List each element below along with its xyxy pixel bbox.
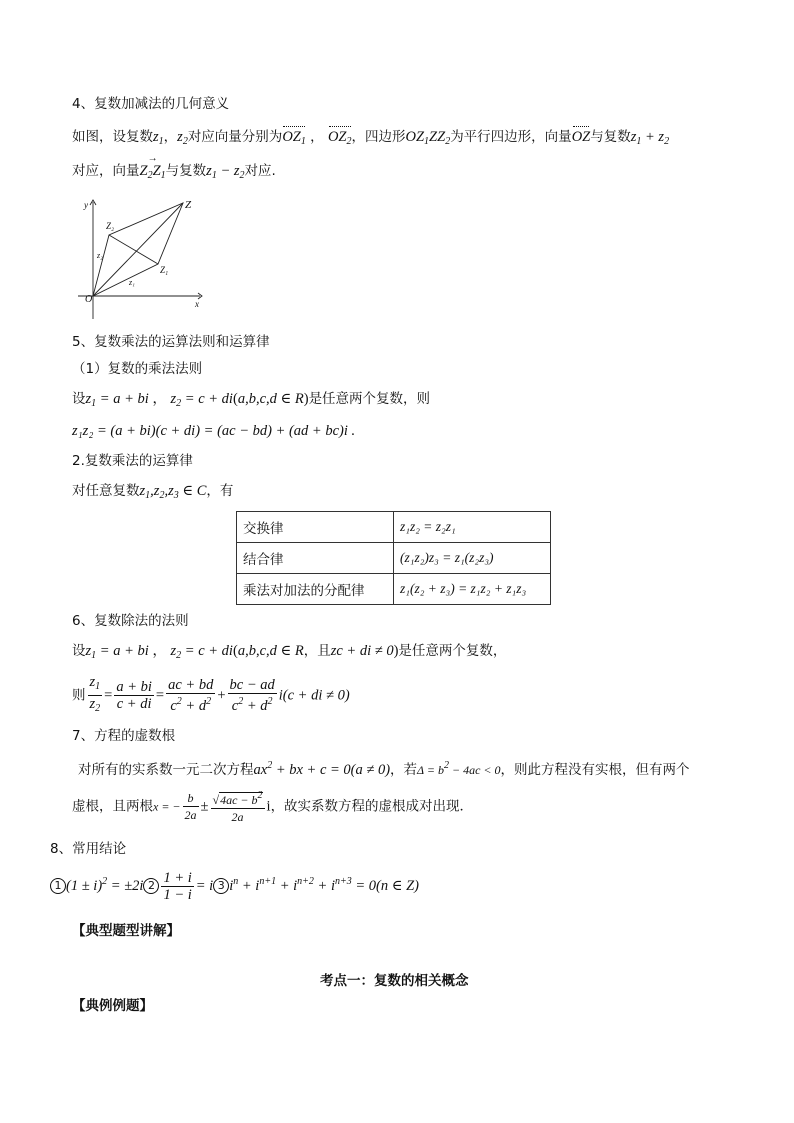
section-5-line-2 — [72, 482, 233, 505]
plus: + — [217, 687, 226, 704]
text: ，则此方程没有实根，但有两个 — [500, 762, 690, 778]
text: 与复数 — [590, 129, 631, 145]
text: 对应，向量 — [72, 163, 140, 179]
frac-1pi-1mi: $\frac{1 + i}{1 - i}$ — [163, 869, 192, 903]
math-z2-def: $z_2 = c$ + di — [170, 643, 233, 661]
text: 是任意两个复数， — [398, 643, 507, 659]
law-name: 交换律 — [237, 512, 394, 543]
math-z1-def: $z_1 = a$ + bi — [85, 391, 149, 409]
frac-root: $\frac{√4ac - b^2}{2a}$ — [212, 790, 263, 824]
section-5-sub-2: 2.复数乘法的运算律 — [72, 453, 193, 469]
section-6-title: 6、复数除法的法则 — [72, 613, 189, 629]
result-2: = i — [195, 878, 214, 894]
key-point-1-heading: 考点一：复数的相关概念 — [320, 973, 469, 989]
math-i: i — [266, 798, 271, 815]
product-formula: z₁z₂ = (a + bi)(c + di) = (ac − bd) + (ad + bc)i . — [72, 423, 356, 439]
label-y: y — [84, 200, 88, 210]
text: ， — [163, 129, 178, 145]
text: ， — [305, 129, 328, 145]
frac-imag: $\frac{bc - ad}{c^2 + d^2}$ — [229, 677, 275, 714]
section-4-line-1 — [72, 128, 669, 151]
table-row — [237, 512, 551, 543]
text: ，若 — [390, 762, 418, 778]
diagonal-oz — [93, 203, 183, 296]
division-formula — [72, 674, 350, 714]
section-7-line-1 — [78, 757, 690, 779]
vector-z2z1: → $Z_2Z_1$ — [140, 162, 166, 185]
text: 对应. — [244, 163, 276, 179]
math-set: $z_1,z_2,z_3$ ∈ C — [139, 483, 207, 501]
math-tail: i(c + di ≠ 0) — [278, 687, 350, 704]
text: ，有 — [206, 483, 234, 499]
section-8-title: 8、常用结论 — [50, 841, 127, 857]
result-1: $(1 \pm i)^2 = \pm 2i$ — [66, 876, 144, 894]
result-3: $i^n + i^{n+1} + i^{n+2} + i^{n+3} = 0(n$ ∈ Z) — [229, 876, 419, 894]
text: 则 — [72, 687, 86, 704]
section-5-sub-1: （1）复数的乘法法则 — [72, 361, 203, 377]
text: 设 — [72, 643, 86, 659]
text: 与复数 — [165, 163, 207, 179]
text: 对应向量分别为 — [187, 129, 283, 145]
math-discriminant: $\Delta = b^2 - 4ac < 0$ — [417, 760, 501, 777]
text: 如图，设复数 — [72, 129, 153, 145]
section-5-title: 5、复数乘法的运算法则和运算律 — [72, 334, 270, 350]
text: 为平行四边形，向量 — [450, 129, 572, 145]
frac-b-2a: $\frac{b}{2a}$ — [184, 791, 197, 822]
plus-minus: ± — [200, 798, 209, 815]
table-row — [237, 574, 551, 605]
math-sep: ， — [148, 391, 171, 407]
law-name: 结合律 — [237, 543, 394, 574]
math-z1-def: $z_1 = a$ + bi — [85, 643, 149, 661]
typical-problems-heading: 【典型题型讲解】 — [72, 923, 180, 939]
math-z2-def: $z_2 = c$ + di — [170, 391, 233, 409]
table-row — [237, 543, 551, 574]
circled-number: 1 — [50, 878, 66, 894]
multiplication-laws-table — [236, 511, 551, 605]
label-z2-point: Z₂ — [106, 221, 115, 231]
frac-real: $\frac{ac + bd}{c^2 + d^2}$ — [168, 677, 214, 714]
frac-ab-cd: $\frac{a + bi}{c + di}$ — [116, 679, 152, 712]
math-paren: ) — [393, 643, 399, 659]
circled-number: 3 — [213, 878, 229, 894]
vector-oz1: $OZ_1$ — [282, 128, 306, 151]
section-4-line-2 — [72, 162, 276, 185]
text: 是任意两个复数，则 — [308, 391, 431, 407]
label-x: x — [195, 299, 199, 309]
example-heading: 【典例例题】 — [72, 998, 153, 1014]
text: ，四边形 — [351, 129, 406, 145]
text: 虚根，且两根 — [72, 798, 153, 815]
section-7-title: 7、方程的虚数根 — [72, 728, 176, 744]
math-sum: $z_1 + z_2$ — [630, 129, 670, 147]
math-cond: (a,b,c,d ∈ R — [232, 643, 304, 659]
common-results — [50, 864, 419, 904]
math-sep: ， — [148, 643, 171, 659]
label-z: Z — [185, 199, 192, 211]
law-expr: z₁(z₂ + z₃) = z₁z₂ + z₁z₃ — [394, 574, 551, 605]
diagonal-z2z1 — [109, 235, 158, 264]
circled-number: 2 — [143, 878, 159, 894]
math-diff: $z_1 - z_2$ — [206, 163, 245, 181]
vector-oz2: $OZ_2$ — [328, 128, 352, 151]
section-4-title: 4、复数加减法的几何意义 — [72, 96, 230, 112]
parallelogram-figure — [76, 196, 206, 321]
math-cond: (a,b,c,d ∈ R) — [232, 391, 309, 407]
frac-z1-z2: $\frac{z_1}{z_2}$ — [89, 674, 101, 714]
label-z1-point: Z₁ — [160, 265, 169, 275]
law-expr: (z₁z₂)z₃ = z₁(z₂z₃) — [394, 543, 551, 574]
math-quadratic: $ax^2$ + bx + c = 0(a ≠ 0) — [253, 760, 391, 778]
law-name: 乘法对加法的分配律 — [237, 574, 394, 605]
equals: = — [104, 687, 113, 704]
label-z1-vector: z₁ — [129, 278, 135, 287]
section-7-line-2 — [72, 788, 473, 828]
vector-oz: OZ — [571, 129, 591, 145]
text: ，且 — [303, 643, 331, 659]
math-nonzero: zc + di ≠ 0 — [330, 643, 394, 659]
math-z1: $z_1$ — [153, 129, 164, 147]
math-quad: $OZ_1ZZ_2$ — [405, 129, 451, 147]
label-o: O — [85, 294, 93, 305]
section-5-line-1 — [72, 390, 430, 413]
math-x: x = − — [153, 799, 181, 814]
text: 对所有的实系数一元二次方程 — [78, 762, 254, 778]
math-z2: $z_2$ — [177, 129, 188, 147]
text: ，故实系数方程的虚根成对出现． — [270, 798, 474, 815]
equals: = — [155, 687, 165, 704]
label-z2-vector: z₂ — [97, 251, 103, 260]
text: 设 — [72, 391, 86, 407]
section-6-line-1 — [72, 642, 506, 665]
text: 对任意复数 — [72, 483, 140, 499]
law-expr: z₁z₂ = z₂z₁ — [394, 512, 551, 543]
